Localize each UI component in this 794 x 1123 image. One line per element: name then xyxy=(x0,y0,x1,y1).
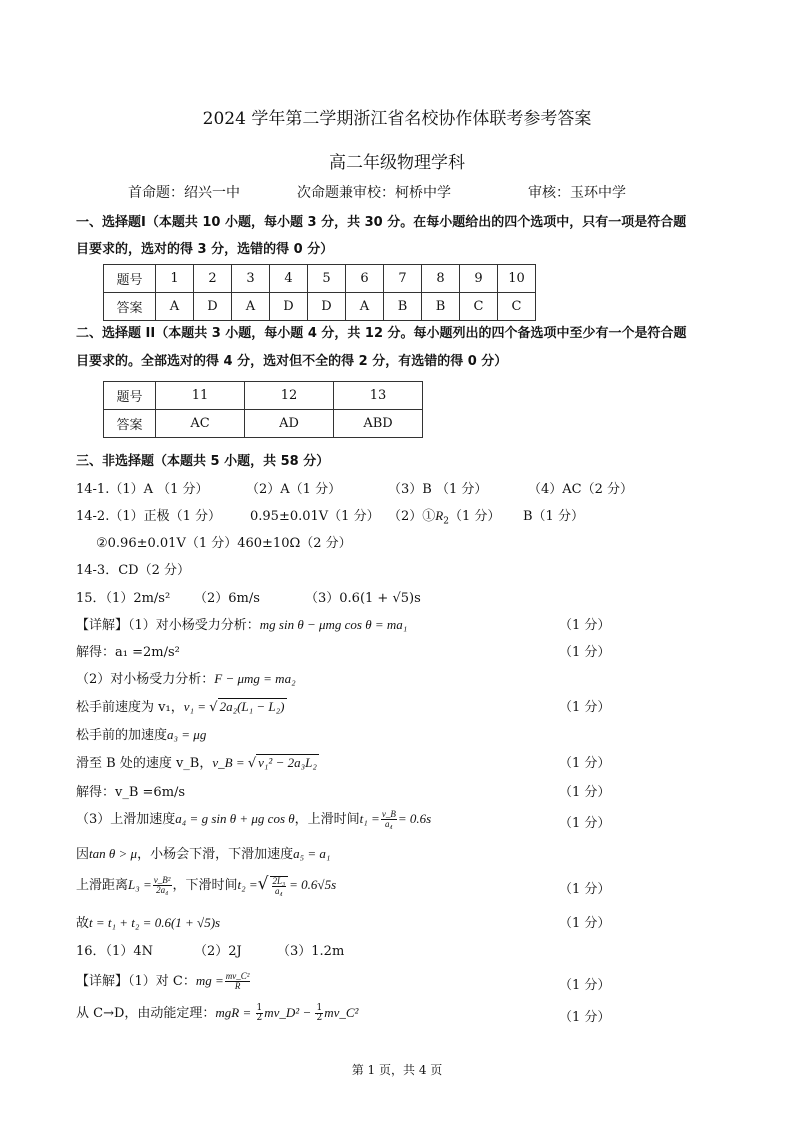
equation: a₃ = μg xyxy=(167,727,207,742)
table-row xyxy=(104,410,423,438)
fraction xyxy=(153,876,172,895)
section1-answer-table xyxy=(103,264,536,321)
equation: = 0.6s xyxy=(397,811,432,826)
table-cell: 13 xyxy=(334,382,423,410)
q15-part2: （2）6m/s xyxy=(194,591,260,606)
q16-part1: 16．（1）4N xyxy=(76,944,153,959)
table-cell: 1 xyxy=(156,265,194,293)
q15-detail-4 xyxy=(76,696,287,715)
table-cell: 9 xyxy=(460,265,498,293)
sqrt-sign: √ xyxy=(257,874,269,894)
table-cell: 3 xyxy=(232,265,270,293)
q15-detail-1 xyxy=(76,614,407,633)
resistor-r2-symbol: R xyxy=(435,508,444,523)
sqrt-sign: √ xyxy=(209,700,218,715)
equation: mg sin θ − μmg cos θ = ma₁ xyxy=(259,617,408,632)
table-cell: ABD xyxy=(334,410,423,438)
fraction xyxy=(270,876,289,896)
score-label: （1 分） xyxy=(559,618,611,633)
section1-heading-line2: 目要求的，选对的得 3 分，选错的得 0 分） xyxy=(76,242,334,257)
table-cell: B xyxy=(384,293,422,321)
score-label: （1 分） xyxy=(559,1010,611,1025)
section2-answer-table xyxy=(103,381,423,438)
text: ，小杨会下滑，下滑加速度 xyxy=(137,847,294,862)
text: ，上滑时间 xyxy=(294,812,360,827)
q15-part1: 15．（1）2m/s² xyxy=(76,591,171,606)
q14-2-part3: $(2)①R_2(1$ 分） xyxy=(388,508,501,527)
reviewer: 审核：玉环中学 xyxy=(528,185,626,201)
row-label-answer: 答案 xyxy=(104,293,156,321)
numerator: 1 xyxy=(256,1003,263,1013)
text: 松手前的加速度 xyxy=(76,728,168,743)
score-label: （1 分） xyxy=(559,700,611,715)
q15-detail-11 xyxy=(76,912,220,931)
table-cell: A xyxy=(156,293,194,321)
equation: t₂ = xyxy=(237,877,258,892)
score-label: （1 分） xyxy=(559,882,611,897)
text: 【详解】（1）对小杨受力分析： xyxy=(76,618,260,633)
q15-detail-8 xyxy=(76,808,431,829)
numerator: 1 xyxy=(316,1003,323,1013)
table-row xyxy=(104,293,536,321)
table-cell: A xyxy=(346,293,384,321)
q16-detail-2 xyxy=(76,1002,358,1023)
text: 【详解】（1）对 C： xyxy=(76,974,196,989)
table-cell: 11 xyxy=(156,382,245,410)
equation: mv_C² xyxy=(324,1005,359,1020)
sqrt-content: 2a₂(L₁ − L₂) xyxy=(219,699,285,714)
q14-1-part1: 14-1.（1）A （1 分） xyxy=(76,482,209,497)
table-cell: AC xyxy=(156,410,245,438)
q15-detail-10 xyxy=(76,874,336,896)
denominator: a₄ xyxy=(275,885,283,896)
text: （2）对小杨受力分析： xyxy=(76,672,215,687)
table-row xyxy=(104,382,423,410)
q14-3: 14-3．CD（2 分） xyxy=(76,563,190,578)
denominator: 2a₄ xyxy=(156,885,169,895)
score-label: （1 分） xyxy=(559,785,611,800)
q14-1-part4: （4）AC（2 分） xyxy=(528,482,634,497)
denominator: 2 xyxy=(316,1013,323,1023)
page-title: 2024 学年第二学期浙江省名校协作体联考参考答案 xyxy=(202,109,592,129)
text: ，下滑时间 xyxy=(172,878,238,893)
section1-heading-line1: 一、选择题I（本题共 10 小题，每小题 3 分，共 30 分。在每小题给出的四个选项中，只有一项是符合题 xyxy=(76,215,687,230)
row-label-answer: 答案 xyxy=(104,410,156,438)
q14-2-part1: 14-2.（1）正极（1 分） xyxy=(76,509,222,524)
q16-part2: （2）2J xyxy=(194,944,242,959)
table-cell: 4 xyxy=(270,265,308,293)
fraction xyxy=(256,1004,264,1023)
q14-2-part2: 0.95±0.01V（1 分） xyxy=(250,509,380,524)
second-setter: 次命题兼审校：柯桥中学 xyxy=(297,185,451,201)
q14-2-part3-score: （1 分） xyxy=(448,509,501,524)
table-cell: 12 xyxy=(245,382,334,410)
equation: mgR = xyxy=(215,1005,255,1020)
q15-detail-3 xyxy=(76,668,296,687)
table-cell: B xyxy=(422,293,460,321)
score-label: （1 分） xyxy=(559,756,611,771)
table-cell: C xyxy=(498,293,536,321)
score-label: （1 分） xyxy=(559,645,611,660)
fraction xyxy=(315,1004,323,1023)
section3-heading: 三、非选择题（本题共 5 小题，共 58 分） xyxy=(76,454,330,469)
fraction xyxy=(225,972,251,991)
table-cell: 6 xyxy=(346,265,384,293)
table-cell: 5 xyxy=(308,265,346,293)
equation: t₁ = xyxy=(359,811,380,826)
equation: mg = xyxy=(195,973,224,988)
q14-2-part3-label: （2）① xyxy=(388,509,436,524)
table-cell: 8 xyxy=(422,265,460,293)
q14-1-part2: （2）A（1 分） xyxy=(246,482,342,497)
denominator: 2 xyxy=(256,1013,263,1023)
numerator: v_B² xyxy=(153,875,171,885)
score-label: （1 分） xyxy=(559,816,611,831)
q16-part3: （3）1.2m xyxy=(277,944,345,959)
q14-1-part3: （3）B （1 分） xyxy=(388,482,488,497)
q15-detail-2: 解得：a₁ =2m/s² xyxy=(76,645,180,660)
q14-2-line2: ②0.96±0.01V（1 分）460±10Ω（2 分） xyxy=(96,536,352,551)
text: 松手前速度为 v₁， xyxy=(76,700,184,715)
text: 上滑距离 xyxy=(76,878,129,893)
equation: t = t₁ + t₂ = 0.6(1 + √5)s xyxy=(89,915,221,930)
text: 滑至 B 处的速度 v_B， xyxy=(76,756,213,771)
numerator: mv_C² xyxy=(225,971,250,981)
equation: v_B = xyxy=(212,755,248,770)
section2-heading-line2: 目要求的。全部选对的得 4 分，选对但不全的得 2 分，有选错的得 0 分） xyxy=(76,354,508,369)
table-cell: D xyxy=(308,293,346,321)
equation: L₃ = xyxy=(128,877,152,892)
q15-detail-9 xyxy=(76,843,330,862)
sqrt-sign: √ xyxy=(247,756,257,771)
table-row xyxy=(104,265,536,293)
equation: a₄ = g sin θ + μg cos θ xyxy=(175,811,295,826)
table-cell: A xyxy=(232,293,270,321)
table-cell: D xyxy=(270,293,308,321)
numerator: 2L₃ xyxy=(272,875,286,886)
row-label-number: 题号 xyxy=(104,265,156,293)
equation: tan θ > μ xyxy=(89,846,138,861)
text: 从 C→D，由动能定理： xyxy=(76,1006,216,1021)
q15-detail-5 xyxy=(76,724,206,743)
equation: = 0.6√5s xyxy=(289,877,337,892)
sqrt-content: v₁² − 2a₃L₂ xyxy=(258,755,317,770)
first-setter: 首命题：绍兴一中 xyxy=(128,185,240,201)
section2-heading-line1: 二、选择题 II（本题共 3 小题，每小题 4 分，共 12 分。每小题列出的四个备选项中至少有一个是符合题 xyxy=(76,326,687,341)
q15-part3: （3）0.6(1 + √5)s xyxy=(305,591,421,606)
equation: mv_D² − xyxy=(264,1005,315,1020)
table-cell: AD xyxy=(245,410,334,438)
page-subtitle: 高二年级物理学科 xyxy=(329,153,465,173)
table-cell: D xyxy=(194,293,232,321)
numerator: v_B xyxy=(381,809,396,819)
table-cell: 10 xyxy=(498,265,536,293)
equation: v₁ = xyxy=(183,699,210,714)
q16-detail-1 xyxy=(76,970,251,991)
text: 故 xyxy=(76,916,90,931)
row-label-number: 题号 xyxy=(104,382,156,410)
table-cell: 2 xyxy=(194,265,232,293)
score-label: （1 分） xyxy=(559,978,611,993)
equation: F − μmg = ma₂ xyxy=(214,671,296,686)
page-footer: 第 1 页，共 4 页 xyxy=(351,1063,443,1077)
q15-detail-6 xyxy=(76,752,319,771)
table-cell: C xyxy=(460,293,498,321)
fraction xyxy=(381,810,397,829)
denominator: R xyxy=(234,981,241,991)
denominator: a₄ xyxy=(385,819,393,829)
table-cell: 7 xyxy=(384,265,422,293)
text: 因 xyxy=(76,847,90,862)
text: （3）上滑加速度 xyxy=(76,812,176,827)
q14-2-part4: B（1 分） xyxy=(523,509,584,524)
equation: a₅ = a₁ xyxy=(293,846,331,861)
score-label: （1 分） xyxy=(559,916,611,931)
q15-detail-7: 解得：v_B =6m/s xyxy=(76,785,186,800)
